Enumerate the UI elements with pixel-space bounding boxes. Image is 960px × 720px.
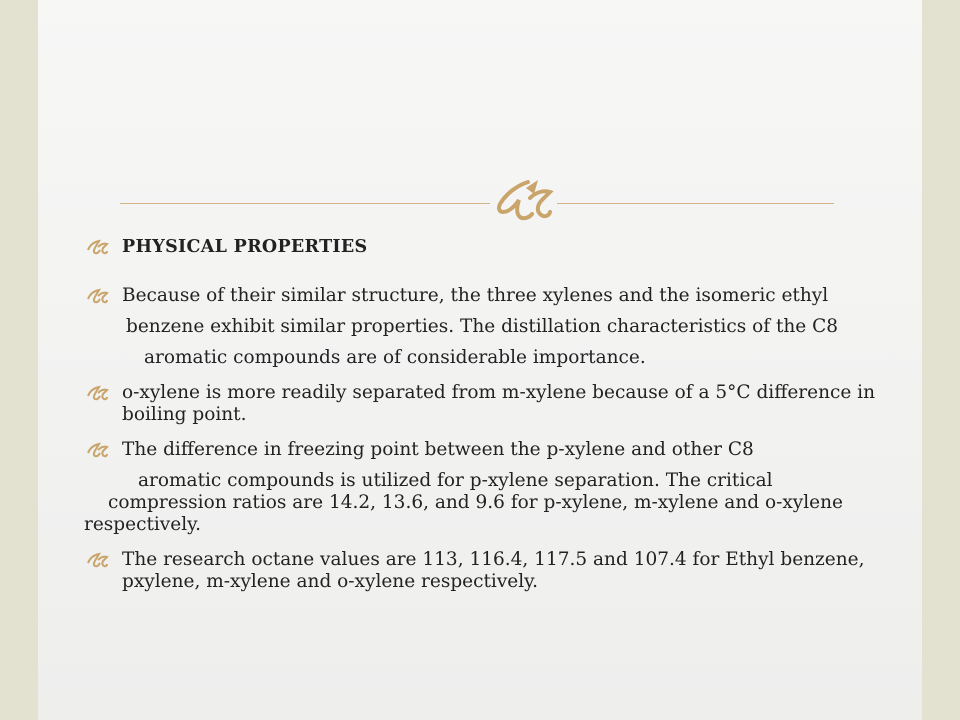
paragraph-text: Because of their similar structure, the three xylenes and the isomeric ethyl bbox=[122, 285, 829, 306]
section-heading: PHYSICAL PROPERTIES bbox=[122, 237, 368, 257]
double-arrow-bullet-icon bbox=[84, 236, 110, 258]
double-arrow-bullet-icon bbox=[84, 549, 110, 571]
slide bbox=[38, 0, 922, 720]
paragraph-text: aromatic compounds are of considerable importance. bbox=[144, 347, 646, 368]
double-arrow-bullet-icon bbox=[84, 439, 110, 461]
list-item bbox=[84, 236, 894, 258]
paragraph-text: benzene exhibit similar properties. The distillation characteristics of the C8 bbox=[126, 316, 839, 337]
continuation-text bbox=[84, 470, 894, 536]
paragraph-text: compression ratios are 14.2, 13.6, and 9.6 for p-xylene, m-xylene and o-xylene respectively. bbox=[84, 492, 843, 535]
double-arrow-bullet-icon bbox=[84, 382, 110, 404]
list-item bbox=[84, 285, 894, 307]
list-item bbox=[84, 382, 894, 426]
paragraph-text: The research octane values are 113, 116.4, 117.5 and 107.4 for Ethyl benzene, pxylene, m-xylene and o-xylene respectively. bbox=[122, 549, 865, 592]
double-arrow-glyph-icon bbox=[494, 178, 554, 224]
list-item bbox=[84, 549, 894, 593]
double-arrow-bullet-icon bbox=[84, 285, 110, 307]
slide-content bbox=[84, 236, 894, 593]
continuation-text bbox=[84, 316, 894, 338]
divider-line-right bbox=[557, 203, 834, 204]
paragraph-text: aromatic compounds is utilized for p-xylene separation. The critical bbox=[138, 470, 773, 491]
list-item bbox=[84, 439, 894, 461]
paragraph-text: The difference in freezing point between the p-xylene and other C8 bbox=[122, 439, 754, 460]
continuation-text bbox=[84, 347, 894, 369]
divider-line-left bbox=[120, 203, 490, 204]
paragraph-text: o-xylene is more readily separated from m-xylene because of a 5°C difference in boiling point. bbox=[122, 382, 876, 425]
